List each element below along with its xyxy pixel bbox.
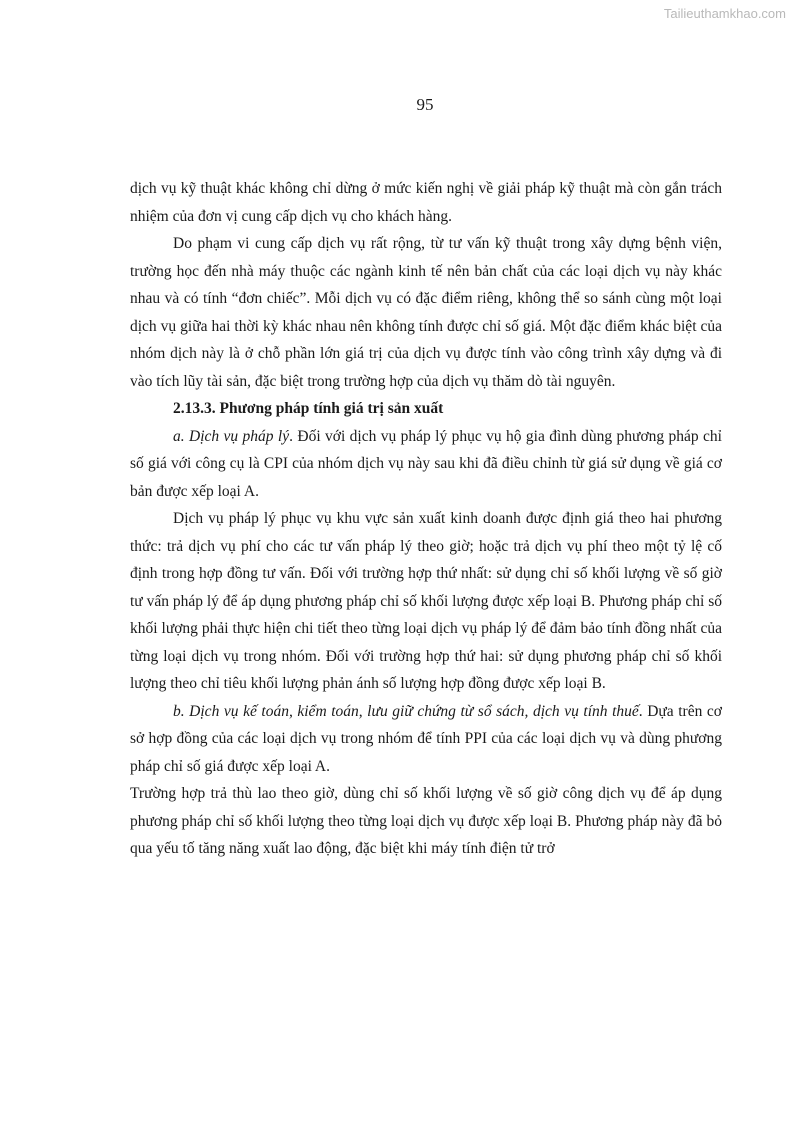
subheading-accounting-services: b. Dịch vụ kế toán, kiểm toán, lưu giữ chứng từ sổ sách, dịch vụ tính thuế — [173, 702, 639, 720]
page-body — [130, 175, 722, 863]
paragraph-accounting-services — [130, 698, 722, 781]
page-number: 95 — [416, 95, 434, 114]
paragraph-legal-services — [130, 423, 722, 506]
paragraph-2: Do phạm vi cung cấp dịch vụ rất rộng, từ tư vấn kỹ thuật trong xây dựng bệnh viện, trường học đến nhà máy thuộc các ngành kinh tế nên bản chất của các loại dịch vụ này khác nhau và có tính “đơn chiếc”. Mỗi dịch vụ có đặc điểm riêng, không thể so sánh cùng một loại dịch vụ giữa hai thời kỳ khác nhau nên không tính được chỉ số giá. Một đặc điểm khác biệt của nhóm dịch này là ở chỗ phần lớn giá trị của dịch vụ được tính vào công trình xây dựng và đi vào tích lũy tài sản, đặc biệt trong trường hợp của dịch vụ thăm dò tài nguyên. — [130, 235, 722, 390]
paragraph-1: dịch vụ kỹ thuật khác không chỉ dừng ở mức kiến nghị về giải pháp kỹ thuật mà còn gắn trách nhiệm của đơn vị cung cấp dịch vụ cho khách hàng. — [130, 180, 722, 225]
paragraph-legal-services-text: . Đối với dịch vụ pháp lý phục vụ hộ gia đình dùng phương pháp chỉ số giá với công cụ là CPI của nhóm dịch vụ này sau khi đã điều chỉnh từ giá sử dụng về giá cơ bản được xếp loại A. — [130, 427, 722, 500]
section-heading: 2.13.3. Phương pháp tính giá trị sản xuất — [173, 400, 444, 417]
watermark: Tailieuthamkhao.com — [663, 6, 786, 21]
paragraph-6: Trường hợp trả thù lao theo giờ, dùng chỉ số khối lượng về số giờ công dịch vụ để áp dụng phương pháp chỉ số khối lượng theo từng loại dịch vụ được xếp loại B. Phương pháp này đã bỏ qua yếu tố tăng năng xuất lao động, đặc biệt khi máy tính điện tử trở — [130, 785, 722, 857]
subheading-legal-services: a. Dịch vụ pháp lý — [173, 427, 290, 445]
paragraph-4: Dịch vụ pháp lý phục vụ khu vực sản xuất kinh doanh được định giá theo hai phương thức: trả dịch vụ phí cho các tư vấn pháp lý theo giờ; hoặc trả dịch vụ phí theo một tỷ lệ cố định trong hợp đồng tư vấn. Đối với trường hợp thứ nhất: sử dụng chỉ số khối lượng về số giờ tư vấn pháp lý để áp dụng phương pháp chỉ số khối lượng được xếp loại B. Phương pháp chỉ số khối lượng phải thực hiện chi tiết theo từng loại dịch vụ pháp lý để đảm bảo tính đồng nhất của từng loại dịch vụ trong nhóm. Đối với trường hợp thứ hai: sử dụng phương pháp chỉ số khối lượng theo chỉ tiêu khối lượng phản ánh số lượng hợp đồng được xếp loại B. — [130, 510, 722, 692]
paragraph-accounting-services-text: . Dựa trên cơ sở hợp đồng của các loại dịch vụ trong nhóm để tính PPI của các loại dịch vụ và dùng phương pháp chỉ số giá được xếp loại A. — [130, 702, 722, 775]
